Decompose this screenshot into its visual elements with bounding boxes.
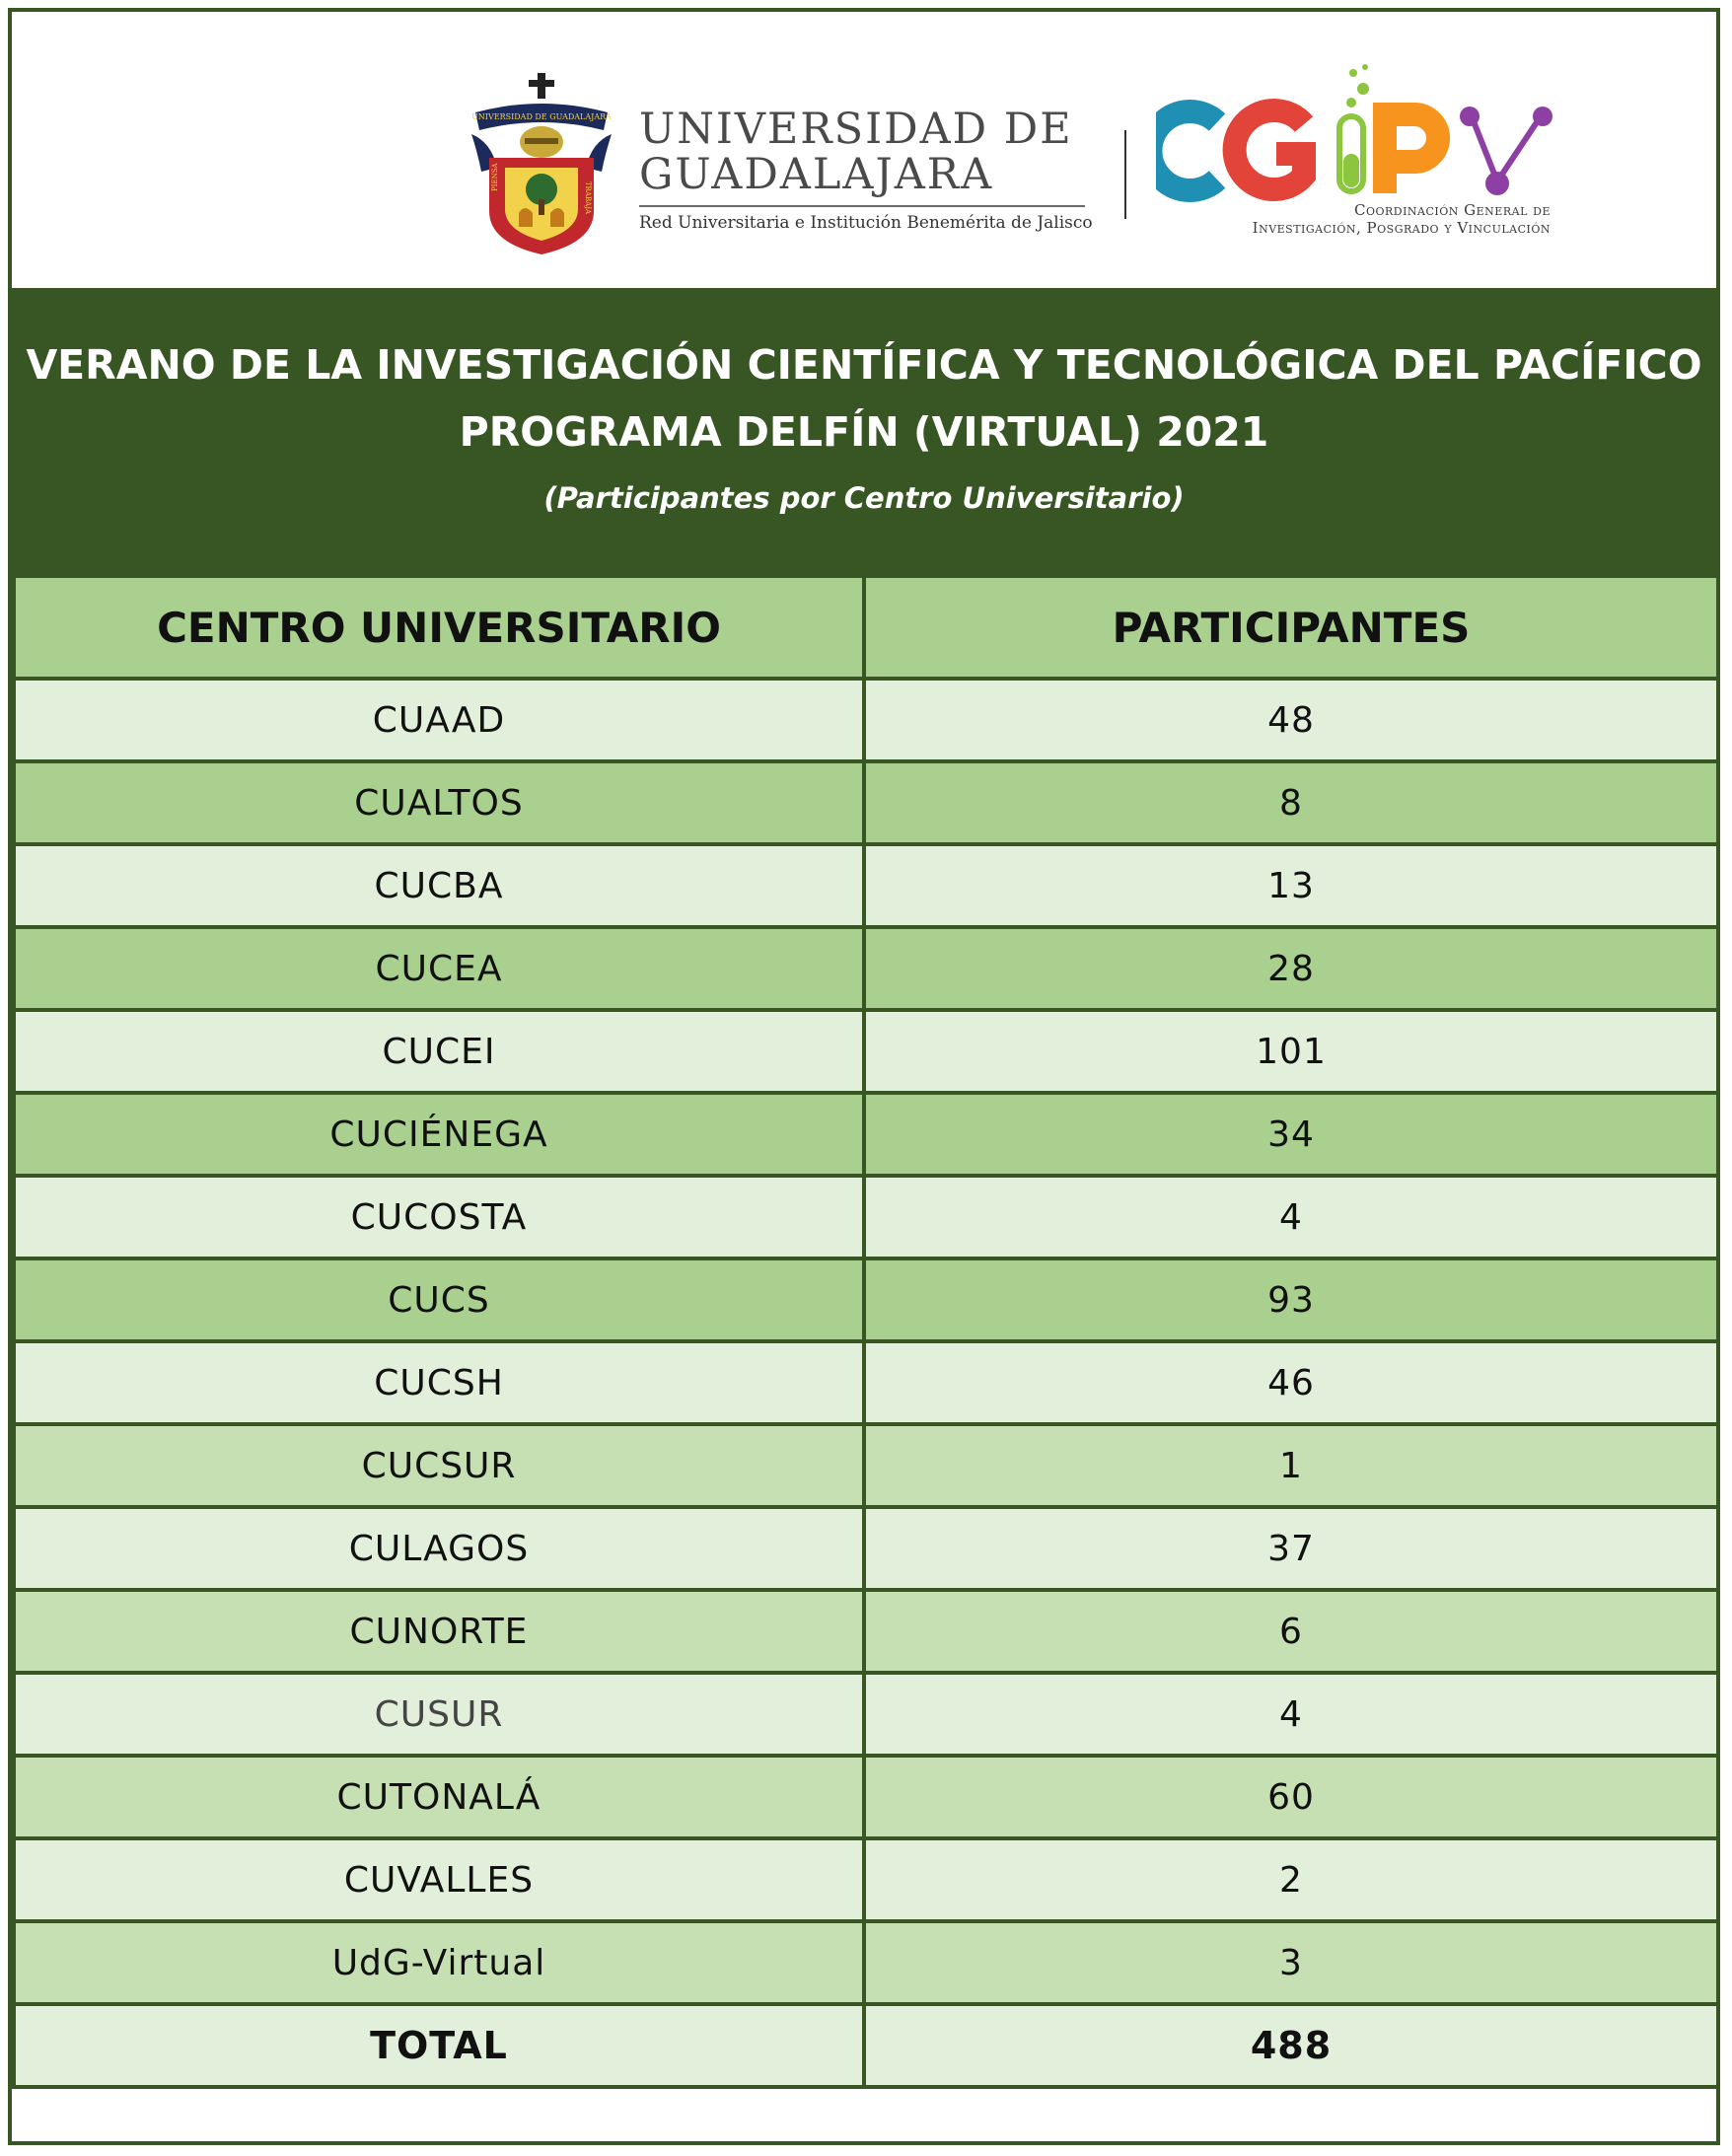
table-row <box>14 1756 1718 1838</box>
participantes-cell: 48 <box>864 679 1718 761</box>
centro-cell: CUCBA <box>14 844 864 927</box>
centro-cell: CUCEA <box>14 927 864 1010</box>
table-row <box>14 1424 1718 1507</box>
title-subtitle: (Participantes por Centro Universitario) <box>543 481 1185 515</box>
centro-cell: CUCSUR <box>14 1424 864 1507</box>
udg-name-line2: GUADALAJARA <box>639 150 994 199</box>
total-label: TOTAL <box>14 2004 864 2087</box>
centro-cell: CUAAD <box>14 679 864 761</box>
udg-rule <box>639 205 1085 207</box>
crest-scroll-text: UNIVERSIDAD DE GUADALAJARA <box>471 112 612 121</box>
table-row <box>14 1838 1718 1921</box>
total-row <box>14 2004 1718 2087</box>
participantes-cell: 34 <box>864 1093 1718 1176</box>
table-row <box>14 1010 1718 1093</box>
centro-cell: CULAGOS <box>14 1507 864 1590</box>
title-banner <box>12 288 1716 574</box>
participantes-cell: 8 <box>864 761 1718 844</box>
column-header-centro: CENTRO UNIVERSITARIO <box>14 576 864 679</box>
participantes-cell: 60 <box>864 1756 1718 1838</box>
participantes-cell: 1 <box>864 1424 1718 1507</box>
participantes-cell: 93 <box>864 1258 1718 1341</box>
centro-cell: UdG-Virtual <box>14 1921 864 2004</box>
table-row <box>14 844 1718 927</box>
participantes-cell: 37 <box>864 1507 1718 1590</box>
column-header-participantes: PARTICIPANTES <box>864 576 1718 679</box>
table-row <box>14 927 1718 1010</box>
title-line2: PROGRAMA DELFÍN (VIRTUAL) 2021 <box>459 408 1269 456</box>
centro-cell: CUCIÉNEGA <box>14 1093 864 1176</box>
centro-cell: CUSUR <box>14 1673 864 1756</box>
participantes-cell: 101 <box>864 1010 1718 1093</box>
udg-crest-logo <box>468 73 615 256</box>
table-row <box>14 1507 1718 1590</box>
table-row <box>14 1590 1718 1673</box>
participantes-cell: 46 <box>864 1341 1718 1424</box>
table-row <box>14 1921 1718 2004</box>
centro-cell: CUCSH <box>14 1341 864 1424</box>
cgipv-logo <box>1156 59 1560 207</box>
table-row <box>14 1341 1718 1424</box>
participantes-cell: 3 <box>864 1921 1718 2004</box>
table-header-row <box>14 576 1718 679</box>
centro-cell: CUCEI <box>14 1010 864 1093</box>
table-row <box>14 1093 1718 1176</box>
table-row <box>14 1176 1718 1258</box>
centro-cell: CUCS <box>14 1258 864 1341</box>
page-frame <box>8 8 1720 2145</box>
title-line1: VERANO DE LA INVESTIGACIÓN CIENTÍFICA Y TECNOLÓGICA DEL PACÍFICO <box>26 341 1702 389</box>
cgipv-subtitle <box>1176 201 1551 237</box>
cgipv-sub-line2: Investigación, Posgrado y Vinculación <box>1252 219 1551 237</box>
centro-cell: CUCOSTA <box>14 1176 864 1258</box>
udg-name-line1: UNIVERSIDAD DE <box>639 105 1073 154</box>
centro-cell: CUTONALÁ <box>14 1756 864 1838</box>
participantes-cell: 13 <box>864 844 1718 927</box>
table-row <box>14 761 1718 844</box>
logo-divider <box>1124 130 1126 219</box>
participantes-cell: 4 <box>864 1673 1718 1756</box>
total-value: 488 <box>864 2004 1718 2087</box>
table-row <box>14 1673 1718 1756</box>
participantes-cell: 2 <box>864 1838 1718 1921</box>
participantes-cell: 4 <box>864 1176 1718 1258</box>
participantes-cell: 6 <box>864 1590 1718 1673</box>
logo-header <box>12 12 1716 288</box>
centro-cell: CUALTOS <box>14 761 864 844</box>
table-row <box>14 1258 1718 1341</box>
participants-table <box>12 574 1720 2089</box>
udg-subtitle: Red Universitaria e Institución Benemérita de Jalisco <box>639 213 1093 233</box>
crest-left-motto: PIENSA <box>491 163 499 191</box>
cgipv-acronym: CGIPV <box>1156 59 1160 60</box>
crest-right-motto: TRABAJA <box>584 181 592 215</box>
udg-wordmark <box>639 107 1093 233</box>
centro-cell: CUNORTE <box>14 1590 864 1673</box>
table-row <box>14 679 1718 761</box>
cgipv-sub-line1: Coordinación General de <box>1353 201 1551 219</box>
centro-cell: CUVALLES <box>14 1838 864 1921</box>
participantes-cell: 28 <box>864 927 1718 1010</box>
